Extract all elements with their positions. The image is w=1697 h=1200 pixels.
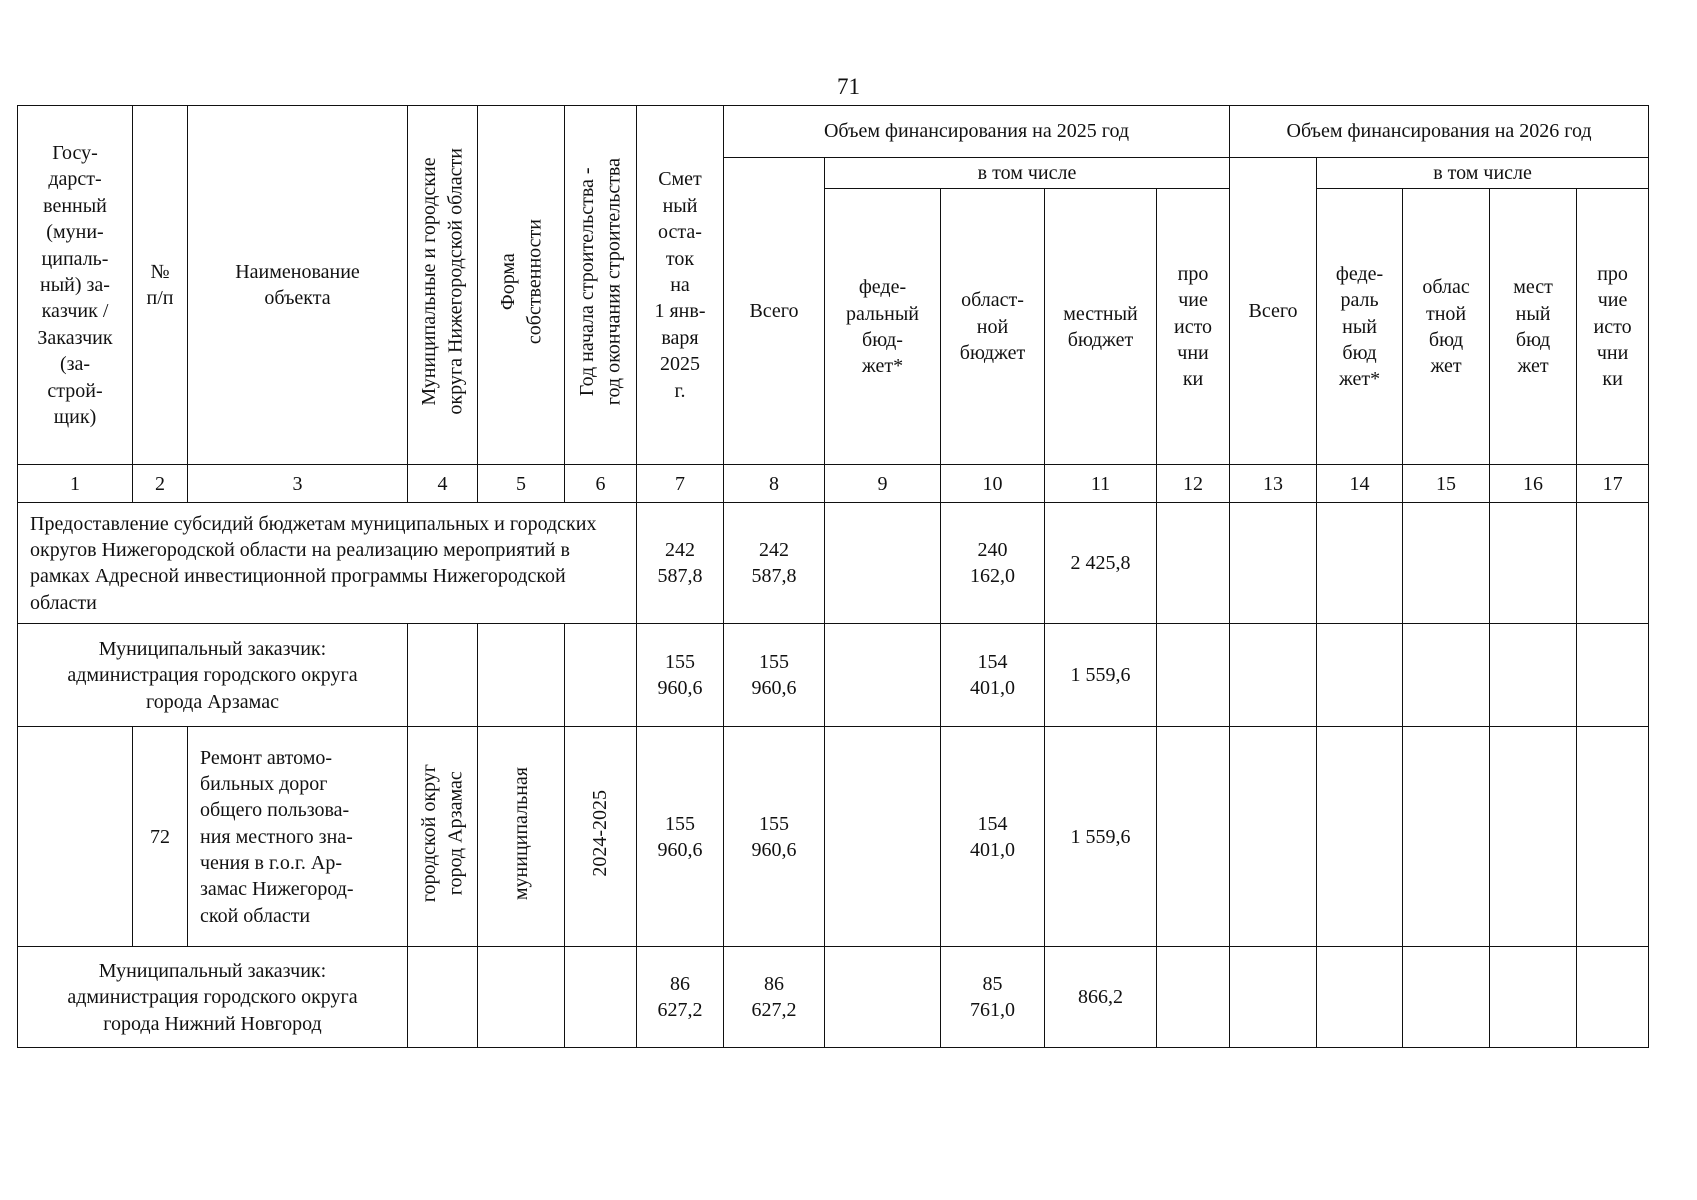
header-other-2025: про чие исто чни ки <box>1157 189 1230 465</box>
item72-estimate: 155 960,6 <box>637 727 724 947</box>
column-number: 12 <box>1157 465 1230 503</box>
header-total-2025: Всего <box>724 158 825 465</box>
header-ownership: Форма собственности <box>478 106 565 465</box>
nnovgorod-customer-title: Муниципальный заказчик: администрация городского округа города Нижний Новгород <box>18 947 408 1048</box>
header-district: Муниципальные и городские округа Нижегородской области <box>408 106 478 465</box>
item72-local-2026 <box>1490 727 1577 947</box>
arzamas-district <box>408 624 478 727</box>
column-numbers-row <box>18 465 1649 503</box>
page-number: 71 <box>837 74 860 99</box>
item72-name: Ремонт автомо- бильных дорог общего пользова- ния местного зна- чения в г.о.г. Ар- замас Нижегород- ской области <box>188 727 408 947</box>
column-number: 16 <box>1490 465 1577 503</box>
column-number: 14 <box>1317 465 1403 503</box>
item72-total-2025: 155 960,6 <box>724 727 825 947</box>
nnovgorod-other-2026 <box>1577 947 1649 1048</box>
arzamas-other-2026 <box>1577 624 1649 727</box>
table-row-program <box>18 503 1649 624</box>
program-other-2025 <box>1157 503 1230 624</box>
header-object-name: Наименование объекта <box>188 106 408 465</box>
column-number: 11 <box>1045 465 1157 503</box>
program-federal-2026 <box>1317 503 1403 624</box>
header-customer: Госу- дарст- венный (муни- ципаль- ный) за- казчик / Заказчик (за- строй- щик) <box>18 106 133 465</box>
arzamas-ownership <box>478 624 565 727</box>
column-number: 10 <box>941 465 1045 503</box>
program-regional-2026 <box>1403 503 1490 624</box>
column-number: 13 <box>1230 465 1317 503</box>
item72-number: 72 <box>133 727 188 947</box>
column-number: 6 <box>565 465 637 503</box>
header-federal-2025: феде- ральный бюд- жет* <box>825 189 941 465</box>
header-estimate: Смет ный оста- ток на 1 янв- варя 2025 г. <box>637 106 724 465</box>
item72-years: 2024-2025 <box>565 727 637 947</box>
program-regional-2025: 240 162,0 <box>941 503 1045 624</box>
item72-other-2026 <box>1577 727 1649 947</box>
arzamas-years <box>565 624 637 727</box>
item72-total-2026 <box>1230 727 1317 947</box>
column-number: 2 <box>133 465 188 503</box>
program-other-2026 <box>1577 503 1649 624</box>
nnovgorod-years <box>565 947 637 1048</box>
program-title: Предоставление субсидий бюджетам муниципальных и городских округов Нижегородской области на реализацию мероприятий в рамках Адресной инвестиционной программы Нижегородской области <box>18 503 637 624</box>
item72-local-2025: 1 559,6 <box>1045 727 1157 947</box>
header-number: № п/п <box>133 106 188 465</box>
header-including-2025: в том числе <box>825 158 1230 189</box>
nnovgorod-federal-2025 <box>825 947 941 1048</box>
nnovgorod-other-2025 <box>1157 947 1230 1048</box>
item72-other-2025 <box>1157 727 1230 947</box>
header-including-2026: в том числе <box>1317 158 1649 189</box>
item72-federal-2026 <box>1317 727 1403 947</box>
header-row-1 <box>18 106 1649 158</box>
column-number: 1 <box>18 465 133 503</box>
financing-table <box>17 105 1649 1048</box>
nnovgorod-regional-2025: 85 761,0 <box>941 947 1045 1048</box>
arzamas-federal-2026 <box>1317 624 1403 727</box>
arzamas-estimate: 155 960,6 <box>637 624 724 727</box>
header-local-2026: мест ный бюд жет <box>1490 189 1577 465</box>
arzamas-federal-2025 <box>825 624 941 727</box>
header-total-2026: Всего <box>1230 158 1317 465</box>
column-number: 15 <box>1403 465 1490 503</box>
column-number: 8 <box>724 465 825 503</box>
nnovgorod-regional-2026 <box>1403 947 1490 1048</box>
table-row-item-72 <box>18 727 1649 947</box>
item72-regional-2025: 154 401,0 <box>941 727 1045 947</box>
arzamas-total-2025: 155 960,6 <box>724 624 825 727</box>
program-local-2026 <box>1490 503 1577 624</box>
item72-federal-2025 <box>825 727 941 947</box>
column-number: 3 <box>188 465 408 503</box>
nnovgorod-district <box>408 947 478 1048</box>
table-row-nnovgorod-customer <box>18 947 1649 1048</box>
item72-customer <box>18 727 133 947</box>
nnovgorod-federal-2026 <box>1317 947 1403 1048</box>
header-regional-2026: облас тной бюд жет <box>1403 189 1490 465</box>
arzamas-customer-title: Муниципальный заказчик: администрация городского округа города Арзамас <box>18 624 408 727</box>
nnovgorod-local-2025: 866,2 <box>1045 947 1157 1048</box>
nnovgorod-total-2025: 86 627,2 <box>724 947 825 1048</box>
arzamas-regional-2025: 154 401,0 <box>941 624 1045 727</box>
nnovgorod-local-2026 <box>1490 947 1577 1048</box>
item72-ownership: муниципальная <box>478 727 565 947</box>
header-regional-2025: област- ной бюджет <box>941 189 1045 465</box>
nnovgorod-total-2026 <box>1230 947 1317 1048</box>
arzamas-total-2026 <box>1230 624 1317 727</box>
column-number: 4 <box>408 465 478 503</box>
arzamas-other-2025 <box>1157 624 1230 727</box>
column-number: 5 <box>478 465 565 503</box>
program-local-2025: 2 425,8 <box>1045 503 1157 624</box>
header-financing-2026: Объем финансирования на 2026 год <box>1230 106 1649 158</box>
table-row-arzamas-customer <box>18 624 1649 727</box>
nnovgorod-estimate: 86 627,2 <box>637 947 724 1048</box>
program-total-2026 <box>1230 503 1317 624</box>
header-financing-2025: Объем финансирования на 2025 год <box>724 106 1230 158</box>
program-total-2025: 242 587,8 <box>724 503 825 624</box>
program-federal-2025 <box>825 503 941 624</box>
arzamas-local-2025: 1 559,6 <box>1045 624 1157 727</box>
header-local-2025: местный бюджет <box>1045 189 1157 465</box>
program-estimate: 242 587,8 <box>637 503 724 624</box>
item72-regional-2026 <box>1403 727 1490 947</box>
column-number: 17 <box>1577 465 1649 503</box>
header-other-2026: про чие исто чни ки <box>1577 189 1649 465</box>
arzamas-regional-2026 <box>1403 624 1490 727</box>
header-years: Год начала строительства - год окончания строительства <box>565 106 637 465</box>
nnovgorod-ownership <box>478 947 565 1048</box>
item72-district: городской округ город Арзамас <box>408 727 478 947</box>
column-number: 7 <box>637 465 724 503</box>
column-number: 9 <box>825 465 941 503</box>
arzamas-local-2026 <box>1490 624 1577 727</box>
header-federal-2026: феде- раль ный бюд жет* <box>1317 189 1403 465</box>
